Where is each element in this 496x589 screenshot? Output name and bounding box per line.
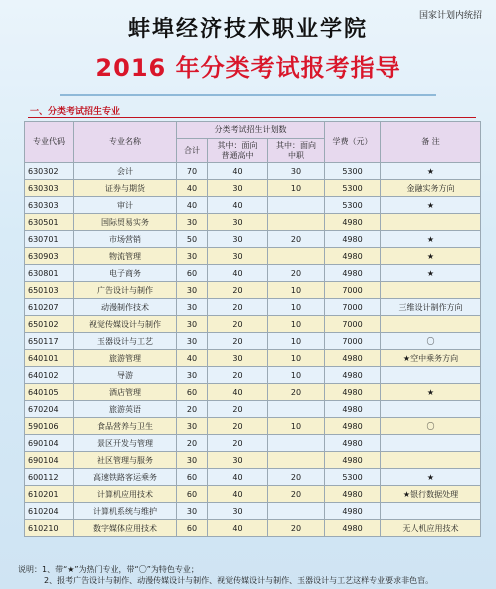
code-cell: 590106 xyxy=(25,418,74,435)
total-cell: 40 xyxy=(177,180,208,197)
vocational-cell: 10 xyxy=(268,333,325,350)
vocational-cell: 20 xyxy=(268,520,325,537)
vocational-cell: 10 xyxy=(268,367,325,384)
fee-cell: 4980 xyxy=(325,265,381,282)
table-row xyxy=(25,299,481,316)
highschool-cell: 30 xyxy=(208,503,268,520)
name-cell: 酒店管理 xyxy=(74,384,177,401)
vocational-cell: 20 xyxy=(268,486,325,503)
code-cell: 630801 xyxy=(25,265,74,282)
total-cell: 30 xyxy=(177,333,208,350)
total-cell: 60 xyxy=(177,520,208,537)
table-row xyxy=(25,197,481,214)
table-row xyxy=(25,452,481,469)
table-row xyxy=(25,163,481,180)
name-cell: 物流管理 xyxy=(74,248,177,265)
fee-cell: 5300 xyxy=(325,469,381,486)
name-cell: 计算机系统与维护 xyxy=(74,503,177,520)
highschool-cell: 20 xyxy=(208,316,268,333)
school-name: 蚌埠经济技术职业学院 xyxy=(127,17,368,42)
code-cell: 630302 xyxy=(25,163,74,180)
highschool-cell: 30 xyxy=(208,452,268,469)
fee-cell: 5300 xyxy=(325,163,381,180)
code-cell: 670204 xyxy=(25,401,74,418)
fee-cell: 4980 xyxy=(325,248,381,265)
note-cell: ★银行数据处理 xyxy=(381,486,481,503)
highschool-cell: 30 xyxy=(208,214,268,231)
code-cell: 690104 xyxy=(25,452,74,469)
header-highschool: 其中：面向普通高中 xyxy=(208,139,268,163)
fee-cell: 4980 xyxy=(325,401,381,418)
note-2: 2、报考广告设计与制作、动漫传媒设计与制作、视觉传媒设计与制作、玉器设计与工艺这样专业要求非色盲。 xyxy=(44,576,434,585)
highschool-cell: 20 xyxy=(208,299,268,316)
code-cell: 610207 xyxy=(25,299,74,316)
name-cell: 视觉传媒设计与制作 xyxy=(74,316,177,333)
name-cell: 动漫制作技术 xyxy=(74,299,177,316)
majors-table xyxy=(24,121,481,537)
fee-cell: 4980 xyxy=(325,384,381,401)
note-cell: 无人机应用技术 xyxy=(381,520,481,537)
note-cell: ★ xyxy=(381,197,481,214)
table-row xyxy=(25,520,481,537)
note-cell xyxy=(381,367,481,384)
fee-cell: 7000 xyxy=(325,299,381,316)
fee-cell: 7000 xyxy=(325,333,381,350)
code-cell: 610201 xyxy=(25,486,74,503)
name-cell: 市场营销 xyxy=(74,231,177,248)
total-cell: 60 xyxy=(177,486,208,503)
total-cell: 60 xyxy=(177,469,208,486)
header-plan: 分类考试招生计划数 xyxy=(177,122,325,139)
name-cell: 证券与期货 xyxy=(74,180,177,197)
name-cell: 电子商务 xyxy=(74,265,177,282)
header-total: 合计 xyxy=(177,139,208,163)
highschool-cell: 30 xyxy=(208,350,268,367)
vocational-cell: 20 xyxy=(268,469,325,486)
note-cell: ★ xyxy=(381,231,481,248)
table-row xyxy=(25,265,481,282)
note-cell xyxy=(381,401,481,418)
total-cell: 30 xyxy=(177,248,208,265)
note-cell: 金融实务方向 xyxy=(381,180,481,197)
header-vocational: 其中：面向中职 xyxy=(268,139,325,163)
code-cell: 630303 xyxy=(25,180,74,197)
fee-cell: 7000 xyxy=(325,316,381,333)
code-cell: 650117 xyxy=(25,333,74,350)
name-cell: 社区管理与服务 xyxy=(74,452,177,469)
note-cell: ★ xyxy=(381,384,481,401)
fee-cell: 4980 xyxy=(325,520,381,537)
total-cell: 60 xyxy=(177,384,208,401)
highschool-cell: 40 xyxy=(208,265,268,282)
plan-tag: 国家计划内统招 xyxy=(418,11,482,21)
highschool-cell: 40 xyxy=(208,486,268,503)
name-cell: 国际贸易实务 xyxy=(74,214,177,231)
vocational-cell xyxy=(268,248,325,265)
highschool-cell: 20 xyxy=(208,435,268,452)
fee-cell: 4980 xyxy=(325,486,381,503)
note-cell: 〇 xyxy=(381,418,481,435)
note-cell: ★ xyxy=(381,469,481,486)
total-cell: 30 xyxy=(177,299,208,316)
name-cell: 会计 xyxy=(74,163,177,180)
note-cell xyxy=(381,503,481,520)
name-cell: 玉器设计与工艺 xyxy=(74,333,177,350)
fee-cell: 4980 xyxy=(325,452,381,469)
code-cell: 640101 xyxy=(25,350,74,367)
table-row xyxy=(25,248,481,265)
code-cell: 650103 xyxy=(25,282,74,299)
vocational-cell: 20 xyxy=(268,265,325,282)
name-cell: 审计 xyxy=(74,197,177,214)
note-cell xyxy=(381,214,481,231)
highschool-cell: 40 xyxy=(208,469,268,486)
section-divider xyxy=(28,117,476,118)
highschool-cell: 20 xyxy=(208,367,268,384)
fee-cell: 4980 xyxy=(325,418,381,435)
note-cell xyxy=(381,435,481,452)
vocational-cell xyxy=(268,214,325,231)
highschool-cell: 20 xyxy=(208,401,268,418)
table-row xyxy=(25,333,481,350)
total-cell: 60 xyxy=(177,265,208,282)
highschool-cell: 20 xyxy=(208,333,268,350)
table-row xyxy=(25,401,481,418)
table-row xyxy=(25,503,481,520)
code-cell: 610210 xyxy=(25,520,74,537)
table-row xyxy=(25,231,481,248)
name-cell: 广告设计与制作 xyxy=(74,282,177,299)
code-cell: 630903 xyxy=(25,248,74,265)
fee-cell: 5300 xyxy=(325,197,381,214)
vocational-cell: 10 xyxy=(268,180,325,197)
vocational-cell: 20 xyxy=(268,384,325,401)
code-cell: 610204 xyxy=(25,503,74,520)
name-cell: 导游 xyxy=(74,367,177,384)
name-cell: 高速铁路客运乘务 xyxy=(74,469,177,486)
total-cell: 40 xyxy=(177,350,208,367)
name-cell: 数字媒体应用技术 xyxy=(74,520,177,537)
note-cell: 三维设计制作方向 xyxy=(381,299,481,316)
code-cell: 640105 xyxy=(25,384,74,401)
vocational-cell: 10 xyxy=(268,282,325,299)
code-cell: 630701 xyxy=(25,231,74,248)
total-cell: 30 xyxy=(177,503,208,520)
vocational-cell: 10 xyxy=(268,316,325,333)
highschool-cell: 40 xyxy=(208,163,268,180)
total-cell: 30 xyxy=(177,452,208,469)
name-cell: 景区开发与管理 xyxy=(74,435,177,452)
header-code: 专业代码 xyxy=(25,122,74,163)
note-cell: 〇 xyxy=(381,333,481,350)
table-row xyxy=(25,435,481,452)
note-cell: ★ xyxy=(381,265,481,282)
highschool-cell: 30 xyxy=(208,231,268,248)
name-cell: 计算机应用技术 xyxy=(74,486,177,503)
fee-cell: 4980 xyxy=(325,503,381,520)
code-cell: 650102 xyxy=(25,316,74,333)
vocational-cell xyxy=(268,435,325,452)
code-cell: 600112 xyxy=(25,469,74,486)
total-cell: 20 xyxy=(177,401,208,418)
fee-cell: 4980 xyxy=(325,435,381,452)
code-cell: 690104 xyxy=(25,435,74,452)
highschool-cell: 30 xyxy=(208,180,268,197)
vocational-cell xyxy=(268,503,325,520)
total-cell: 50 xyxy=(177,231,208,248)
header-fee: 学费（元） xyxy=(325,122,381,163)
total-cell: 70 xyxy=(177,163,208,180)
fee-cell: 4980 xyxy=(325,231,381,248)
total-cell: 30 xyxy=(177,282,208,299)
total-cell: 30 xyxy=(177,418,208,435)
code-cell: 630501 xyxy=(25,214,74,231)
fee-cell: 4980 xyxy=(325,367,381,384)
highschool-cell: 20 xyxy=(208,282,268,299)
table-row xyxy=(25,418,481,435)
highschool-cell: 40 xyxy=(208,197,268,214)
note-cell: ★ xyxy=(381,248,481,265)
highschool-cell: 30 xyxy=(208,248,268,265)
fee-cell: 4980 xyxy=(325,350,381,367)
section-heading: 一、分类考试招生专业 xyxy=(30,107,121,117)
table-row xyxy=(25,350,481,367)
highschool-cell: 40 xyxy=(208,384,268,401)
vocational-cell xyxy=(268,197,325,214)
table-row xyxy=(25,214,481,231)
header-name: 专业名称 xyxy=(74,122,177,163)
vocational-cell: 30 xyxy=(268,163,325,180)
table-row xyxy=(25,486,481,503)
table-row xyxy=(25,282,481,299)
fee-cell: 5300 xyxy=(325,180,381,197)
table-row xyxy=(25,384,481,401)
highschool-cell: 20 xyxy=(208,418,268,435)
vocational-cell xyxy=(268,401,325,418)
note-cell xyxy=(381,282,481,299)
total-cell: 40 xyxy=(177,197,208,214)
total-cell: 30 xyxy=(177,214,208,231)
vocational-cell: 10 xyxy=(268,418,325,435)
code-cell: 640102 xyxy=(25,367,74,384)
vocational-cell: 10 xyxy=(268,350,325,367)
title-divider xyxy=(60,84,436,96)
table-row xyxy=(25,469,481,486)
note-cell xyxy=(381,316,481,333)
notes xyxy=(18,564,433,586)
name-cell: 旅游英语 xyxy=(74,401,177,418)
highschool-cell: 40 xyxy=(208,520,268,537)
fee-cell: 4980 xyxy=(325,214,381,231)
code-cell: 630303 xyxy=(25,197,74,214)
total-cell: 20 xyxy=(177,435,208,452)
note-1: 说明：1、带“★”为热门专业，带“〇”为特色专业； xyxy=(18,565,199,574)
name-cell: 旅游管理 xyxy=(74,350,177,367)
note-cell xyxy=(381,452,481,469)
fee-cell: 7000 xyxy=(325,282,381,299)
vocational-cell: 10 xyxy=(268,299,325,316)
note-cell: ★ xyxy=(381,163,481,180)
total-cell: 30 xyxy=(177,316,208,333)
note-cell: ★空中乘务方向 xyxy=(381,350,481,367)
table-row xyxy=(25,180,481,197)
page-title: 2016 年分类考试报考指导 xyxy=(95,54,401,82)
total-cell: 30 xyxy=(177,367,208,384)
header-note: 备 注 xyxy=(381,122,481,163)
table-row xyxy=(25,316,481,333)
table-row xyxy=(25,367,481,384)
vocational-cell xyxy=(268,452,325,469)
vocational-cell: 20 xyxy=(268,231,325,248)
name-cell: 食品营养与卫生 xyxy=(74,418,177,435)
